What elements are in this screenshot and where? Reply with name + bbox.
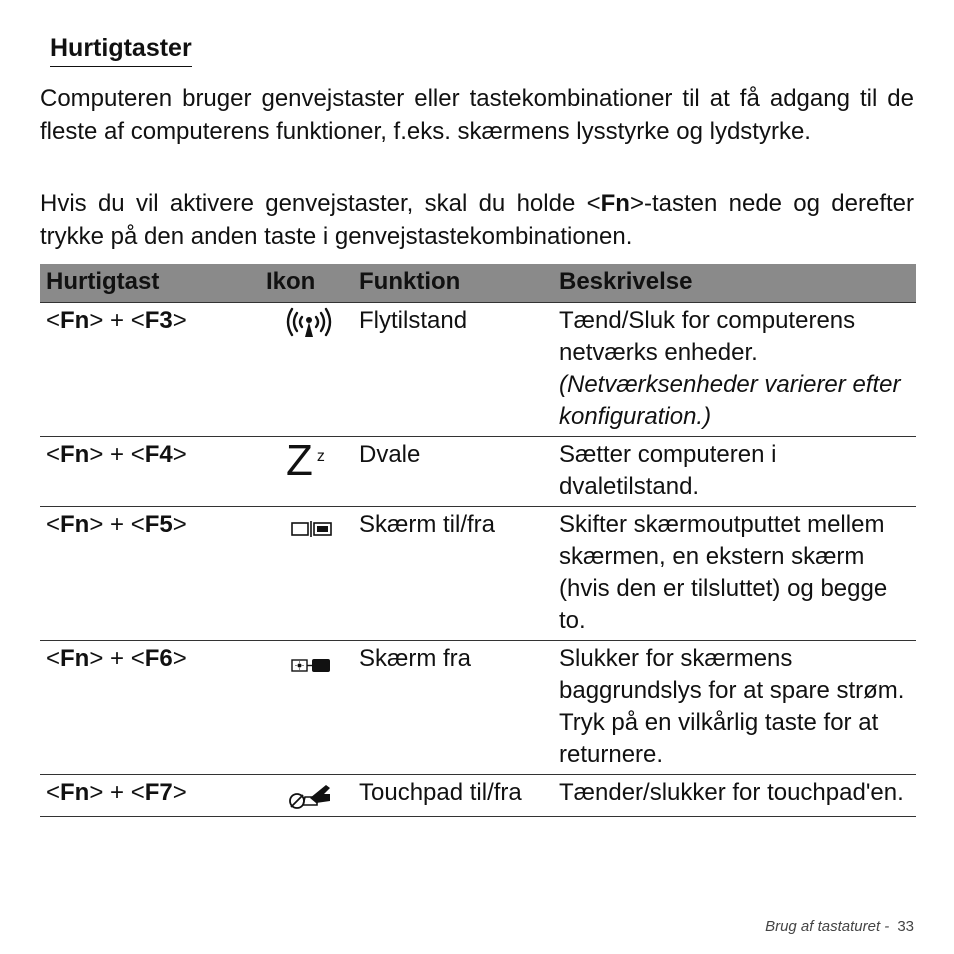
- table-row: [40, 507, 916, 641]
- touchpad-toggle-icon: [286, 777, 353, 813]
- icon-cell: [260, 437, 353, 507]
- sleep-icon-small-z: z: [316, 448, 325, 465]
- fn-key: Fn: [60, 307, 90, 334]
- function-cell: Skærm fra: [353, 641, 553, 775]
- footer-section: Brug af tastaturet -: [765, 918, 890, 935]
- icon-cell: [260, 775, 353, 817]
- page-number: 33: [897, 918, 914, 935]
- activation-paragraph: [40, 187, 914, 253]
- description-text: Skifter skærmoutputtet mellem skærmen, en ekstern skærm (hvis den er tilsluttet) og begge to.: [559, 511, 888, 634]
- sleep-icon-big-z: Z: [286, 436, 313, 485]
- function-key: F3: [144, 307, 173, 334]
- description-cell: [553, 303, 916, 437]
- icon-cell: [260, 641, 353, 775]
- description-cell: [553, 775, 916, 817]
- header-icon: Ikon: [260, 264, 353, 303]
- function-cell: Dvale: [353, 437, 553, 507]
- intro-paragraph: Computeren bruger genvejstaster eller tastekombinationer til at få adgang til de fleste af computerens funktioner, f.eks. skærmens lysstyrke og lydstyrke.: [40, 85, 914, 145]
- description-text: Tænder/slukker for touchpad'en.: [559, 779, 904, 806]
- wireless-icon: [286, 305, 353, 341]
- function-key: F4: [144, 441, 173, 468]
- icon-cell: [260, 507, 353, 641]
- description-cell: [553, 641, 916, 775]
- table-row: [40, 641, 916, 775]
- function-key: F6: [144, 645, 173, 672]
- hotkey-table: [40, 264, 916, 817]
- hotkey-cell: <Fn> + <F7>: [40, 775, 260, 817]
- hotkey-cell: <Fn> + <F6>: [40, 641, 260, 775]
- table-row: [40, 437, 916, 507]
- description-text: Sætter computeren i dvaletilstand.: [559, 441, 777, 500]
- display-toggle-icon: [286, 509, 353, 543]
- table-row: [40, 303, 916, 437]
- description-cell: [553, 437, 916, 507]
- header-hotkey: Hurtigtast: [40, 264, 260, 303]
- function-cell: Skærm til/fra: [353, 507, 553, 641]
- function-key: F5: [144, 511, 173, 538]
- page-footer: [765, 918, 914, 935]
- hotkey-cell: <Fn> + <F5>: [40, 507, 260, 641]
- fn-key: Fn: [60, 645, 90, 672]
- function-key: F7: [144, 779, 173, 806]
- fn-key-label: Fn: [600, 190, 630, 217]
- description-note: (Netværksenheder varierer efter konfiguration.): [559, 371, 901, 430]
- fn-key: Fn: [60, 511, 90, 538]
- fn-key: Fn: [60, 441, 90, 468]
- table-header-row: [40, 264, 916, 303]
- header-function: Funktion: [353, 264, 553, 303]
- description-cell: [553, 507, 916, 641]
- screen-off-icon: [286, 643, 353, 677]
- icon-cell: [260, 303, 353, 437]
- function-cell: Flytilstand: [353, 303, 553, 437]
- description-text: Tænd/Sluk for computerens netværks enheder.: [559, 307, 856, 366]
- table-row: [40, 775, 916, 817]
- hotkey-cell: <Fn> + <F3>: [40, 303, 260, 437]
- fn-key: Fn: [60, 779, 90, 806]
- description-text: Slukker for skærmens baggrundslys for at spare strøm. Tryk på en vilkårlig taste for at returnere.: [559, 645, 905, 768]
- activation-text-after: >-tasten nede og derefter trykke på den anden taste i genvejstastekombinationen.: [40, 190, 914, 250]
- hotkey-cell: <Fn> + <F4>: [40, 437, 260, 507]
- sleep-icon: [286, 436, 325, 485]
- header-description: Beskrivelse: [553, 264, 916, 303]
- activation-text-before: Hvis du vil aktivere genvejstaster, skal du holde <: [40, 190, 601, 217]
- section-heading: Hurtigtaster: [50, 32, 192, 67]
- function-cell: Touchpad til/fra: [353, 775, 553, 817]
